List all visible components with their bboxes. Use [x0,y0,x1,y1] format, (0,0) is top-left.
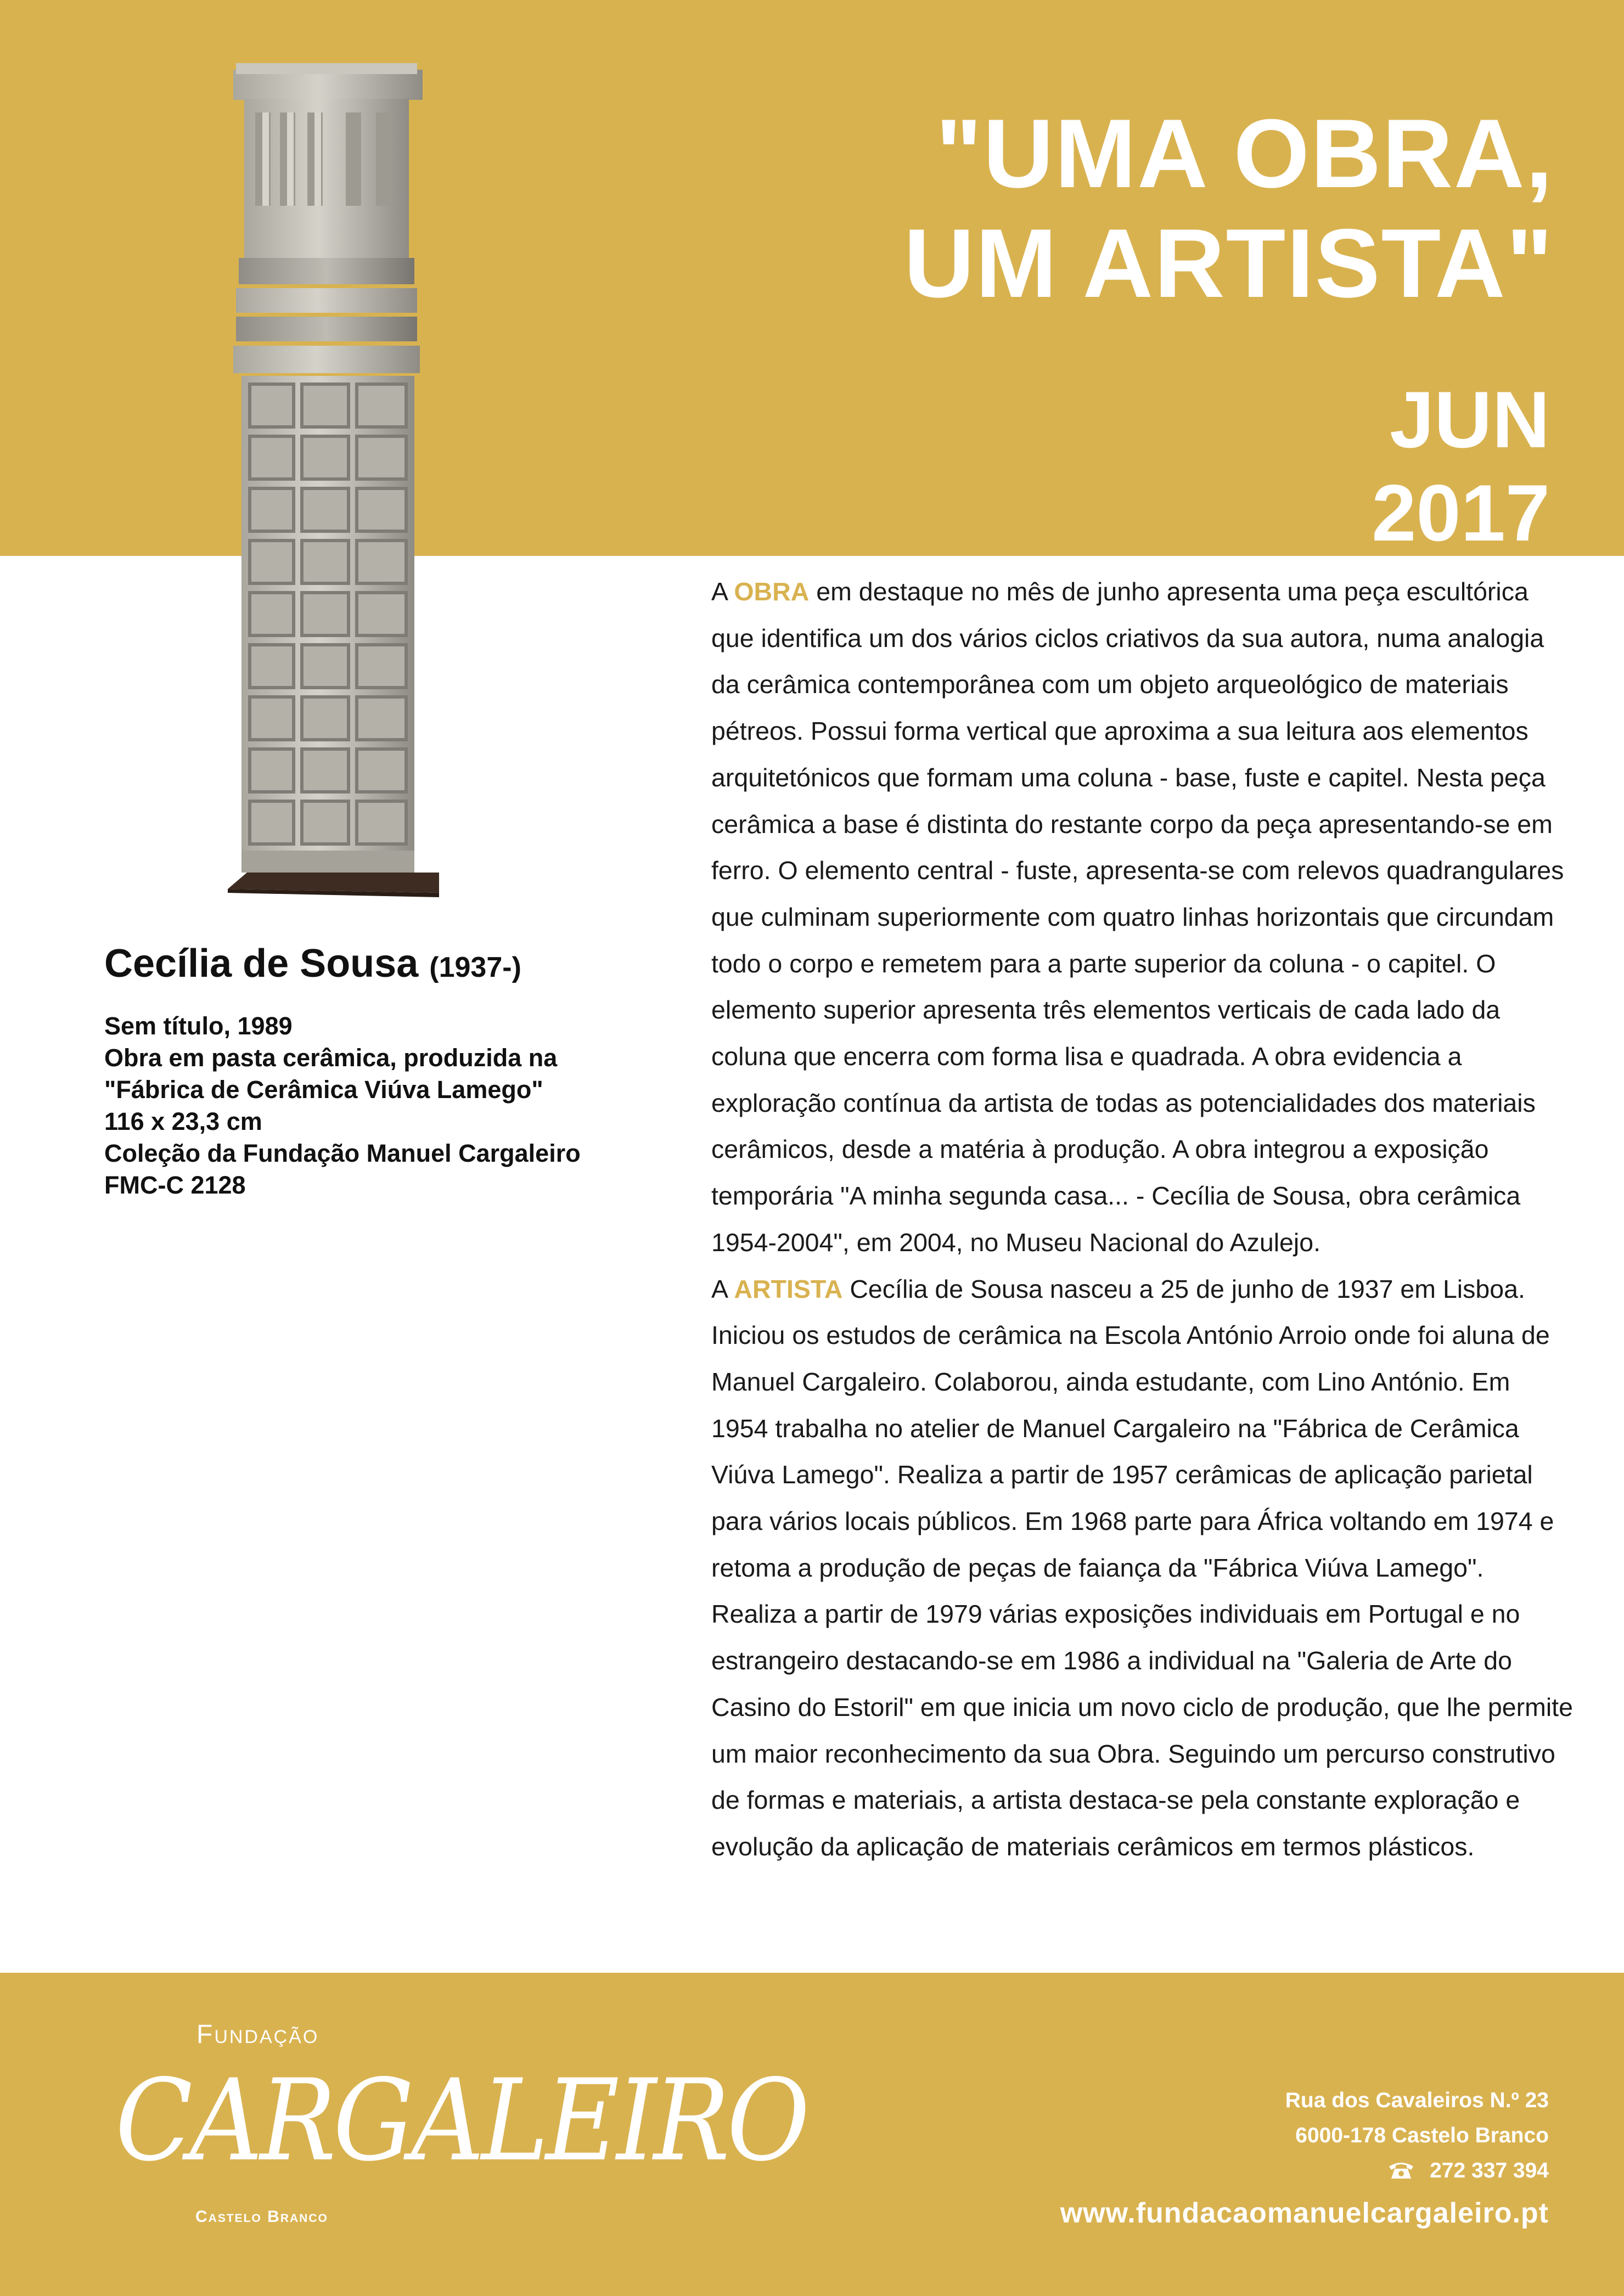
artist-years: (1937-) [429,952,521,983]
issue-date [1372,373,1550,560]
logo-cargaleiro-text: CARGALEIRO [115,2056,807,2186]
artista-highlight: ARTISTA [734,1274,843,1303]
p1-text: em destaque no mês de junho apresenta uma peça escultórica que identifica um dos vários ciclos criativos da sua autora, numa analogia da cerâmica contemporânea com um objeto arqueológico de materiais pétreos. Possui forma vertical que aproxima a sua leitura aos elementos arquitetónicos que formam uma coluna - base, fuste e capitel. Nesta peça cerâmica a base é distinta do restante corpo da peça apresentando-se em ferro. O elemento central - fuste, apresenta-se com relevos quadrangulares que culminam superiormente com quatro linhas horizontais que circundam todo o corpo e remetem para a parte superior da coluna - o capitel. O elemento superior apresenta três elementos verticais de cada lado da coluna que encerra com forma lisa e quadrada. A obra evidencia a exploração contínua da artista de todas as potencialidades dos materiais cerâmicos, desde a matéria à produção. A obra integrou a exposição temporária "A minha segunda casa... - Cecília de Sousa, obra cerâmica 1954-2004", em 2004, no Museu Nacional do Azulejo. [711,577,1564,1257]
p2-prefix: A [711,1274,734,1303]
phone-number: 272 337 394 [1430,2159,1549,2182]
caption-manufacturer: "Fábrica de Cerâmica Viúva Lamego" [104,1076,543,1104]
website-link[interactable]: www.fundacaomanuelcargaleiro.pt [1060,2197,1549,2229]
address-line-1: Rua dos Cavaleiros N.º 23 [1285,2089,1549,2112]
caption-medium: Obra em pasta cerâmica, produzida na [104,1044,558,1072]
paragraph-obra [711,569,1573,1266]
issue-year: 2017 [1372,468,1550,558]
caption-inventory: FMC-C 2128 [104,1171,246,1199]
caption-title: Sem título, 1989 [104,1012,293,1040]
artwork-caption [104,941,653,1201]
contact-info [1060,2083,1549,2232]
title-line-1: "UMA OBRA, [935,99,1554,208]
address-line-2: 6000-178 Castelo Branco [1295,2124,1549,2147]
p2-text: Cecília de Sousa nasceu a 25 de junho de 1937 em Lisboa. Iniciou os estudos de cerâmica na Escola António Arroio onde foi aluna de Manuel Cargaleiro. Colaborou, ainda estudante, com Lino António. Em 1954 trabalha no atelier de Manuel Cargaleiro na "Fábrica de Cerâmica Viúva Lamego". Realiza a partir de 1957 cerâmicas de aplicação parietal para vários locais públicos. Em 1968 parte para África voltando em 1974 e retoma a produção de peças de faiança da "Fábrica Viúva Lamego". Realiza a partir de 1979 várias exposições individuais em Portugal e no estrangeiro destacando-se em 1986 a individual na "Galeria de Arte do Casino do Estoril" em que inicia um novo ciclo de produção, que lhe permite um maior reconhecimento da sua Obra. Seguindo um percurso construtivo de formas e materiais, a artista destaca-se pela constante exploração e evolução da aplicação de materiais cerâmicos em termos plásticos. [711,1274,1573,1861]
caption-dimensions: 116 x 23,3 cm [104,1107,262,1135]
caption-collection: Coleção da Fundação Manuel Cargaleiro [104,1139,581,1167]
sculpture-column-icon [220,63,450,897]
issue-month: JUN [1389,375,1550,464]
logo-castelo-branco-text: Castelo Branco [195,2208,328,2226]
obra-highlight: OBRA [734,577,810,606]
title-line-2: UM ARTISTA" [903,209,1554,318]
artist-name: Cecília de Sousa [104,942,419,986]
artist-name-line [104,941,653,986]
fundacao-cargaleiro-logo [115,2019,807,2233]
p1-prefix: A [711,577,734,606]
page-title [840,99,1554,318]
paragraph-artista [711,1266,1573,1870]
logo-fundacao-text: Fundação [196,2020,319,2049]
article-body [711,569,1573,1870]
phone-icon [1388,2160,1414,2180]
phone-line [1060,2153,1549,2188]
